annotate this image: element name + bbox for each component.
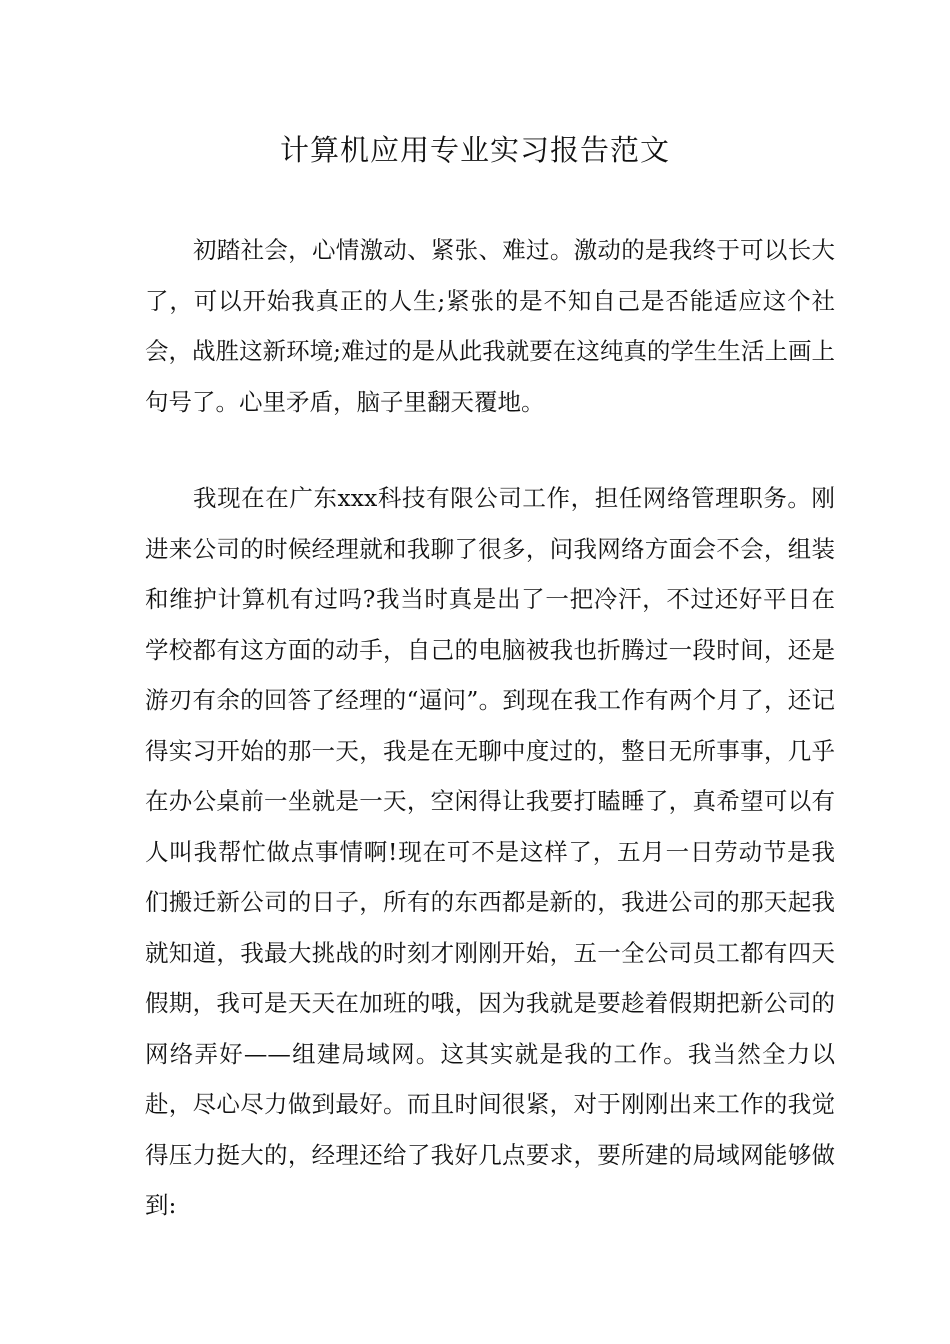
document-title: 计算机应用专业实习报告范文	[279, 133, 670, 167]
paragraph-intro: 初踏社会，心情激动、紧张、难过。激动的是我终于可以长大了，可以开始我真正的人生;紧张的是不知自己是否能适应这个社会，战胜这新环境;难过的是从此我就要在这纯真的学生生活上画上句号了。心里矛盾，脑子里翻天覆地。	[145, 236, 835, 416]
paragraph-work: 我现在在广东xxx科技有限公司工作，担任网络管理职务。刚进来公司的时候经理就和我聊了很多，问我网络方面会不会，组装和维护计算机有过吗?我当时真是出了一把冷汗，不过还好平日在学校都有这方面的动手，自己的电脑被我也折腾过一段时间，还是游刃有余的回答了经理的“逼问”。到现在我工作有两个月了，还记得实习开始的那一天，我是在无聊中度过的，整日无所事事，几乎在办公桌前一坐就是一天，空闲得让我要打瞌睡了，真希望可以有人叫我帮忙做点事情啊!现在可不是这样了，五月一日劳动节是我们搬迁新公司的日子，所有的东西都是新的，我进公司的那天起我就知道，我最大挑战的时刻才刚刚开始，五一全公司员工都有四天假期，我可是天天在加班的哦，因为我就是要趁着假期把新公司的网络弄好——组建局域网。这其实就是我的工作。我当然全力以赴，尽心尽力做到最好。而且时间很紧，对于刚刚出来工作的我觉得压力挺大的，经理还给了我好几点要求，要所建的局域网能够做到:	[145, 484, 835, 1219]
